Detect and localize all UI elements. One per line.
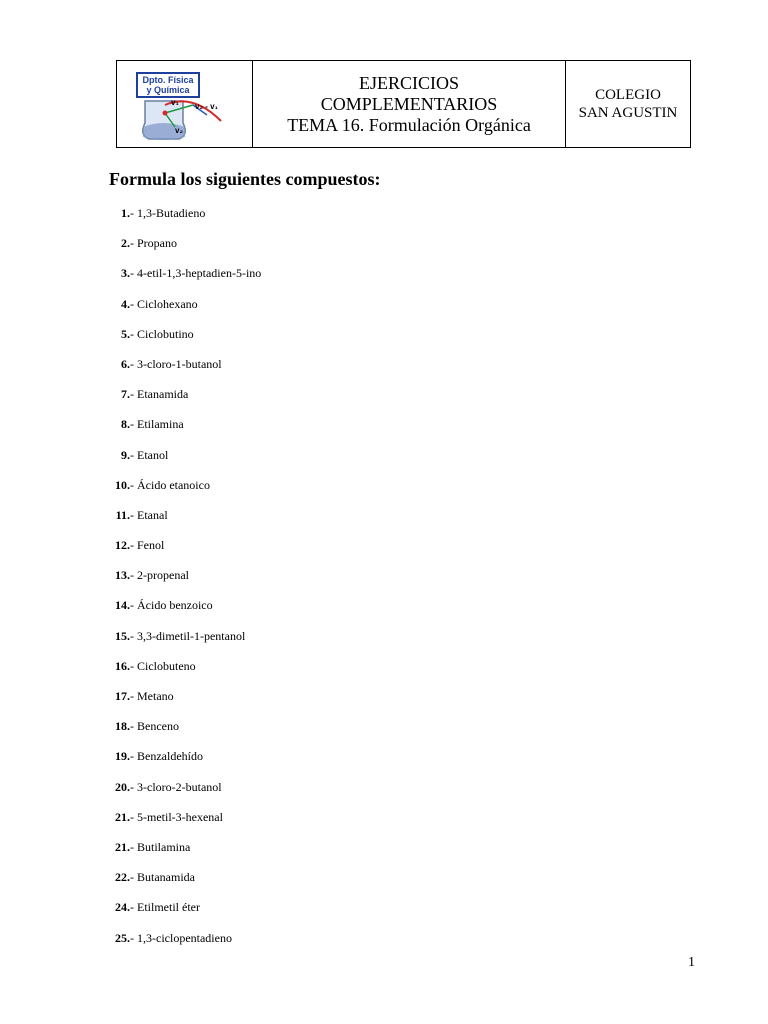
list-item — [108, 205, 261, 235]
item-text: - 3,3-dimetil-1-pentanol — [130, 628, 246, 643]
item-text: - Metano — [130, 689, 174, 703]
item-number: 24. — [115, 900, 130, 915]
item-text: - Ciclobutino — [130, 326, 194, 341]
logo-v2: v₂ — [175, 126, 184, 135]
list-item — [108, 628, 261, 658]
title-line-1: EJERCICIOS — [358, 72, 459, 93]
list-item — [108, 416, 261, 446]
item-number: 12. — [115, 538, 130, 553]
item-number: 1. — [121, 206, 130, 220]
item-number: 7. — [121, 387, 130, 402]
list-item — [108, 477, 261, 507]
item-number: 15. — [115, 628, 130, 643]
list-item — [108, 235, 261, 265]
item-text: - Etilamina — [130, 417, 184, 432]
item-text: - Etanol — [130, 447, 169, 462]
list-item — [108, 779, 261, 809]
list-item — [108, 658, 261, 688]
item-number: 2. — [121, 236, 130, 251]
item-text: - Ciclohexano — [130, 296, 198, 311]
item-number: 14. — [115, 598, 130, 613]
item-number: 9. — [121, 447, 130, 462]
item-text: - Etanal — [130, 507, 168, 522]
section-heading: Formula los siguientes compuestos: — [109, 169, 381, 189]
list-item — [108, 326, 261, 356]
logo-cell — [117, 61, 253, 147]
item-number: 16. — [115, 658, 130, 673]
item-text: - Etanamida — [130, 387, 189, 402]
item-text: - Propano — [130, 236, 177, 251]
list-item — [108, 447, 261, 477]
item-text: - Fenol — [130, 538, 165, 553]
item-text: - Ácido etanoico — [130, 477, 210, 492]
item-text: - 5-metil-3-hexenal — [130, 809, 223, 824]
item-text: - Ácido benzoico — [130, 598, 213, 613]
item-number: 18. — [115, 719, 130, 734]
list-item — [108, 567, 261, 597]
compound-list — [108, 205, 261, 960]
item-text: - Benzaldehído — [130, 749, 203, 764]
item-number: 21. — [115, 839, 130, 854]
list-item — [108, 718, 261, 748]
title-line-3: TEMA 16. Formulación Orgánica — [287, 114, 531, 135]
item-text: - 4-etil-1,3-heptadien-5-ino — [130, 266, 262, 281]
title-line-2: COMPLEMENTARIOS — [320, 93, 498, 114]
list-item — [108, 809, 261, 839]
item-number: 4. — [121, 296, 130, 311]
school-line-2: SAN AGUSTIN — [578, 105, 678, 121]
item-number: 5. — [121, 326, 130, 341]
list-item — [108, 748, 261, 778]
item-number: 10. — [115, 477, 130, 492]
item-number: 13. — [115, 568, 130, 583]
list-item — [108, 356, 261, 386]
item-number: 11. — [115, 507, 130, 522]
item-text: - 1,3-Butadieno — [130, 206, 206, 220]
item-text: - Butanamida — [130, 870, 195, 885]
item-text: - 3-cloro-1-butanol — [130, 356, 222, 371]
item-number: 21. — [115, 809, 130, 824]
item-text: - Ciclobuteno — [130, 658, 196, 673]
item-text: - Butilamina — [130, 839, 191, 854]
list-item — [108, 839, 261, 869]
logo-v2-v1: v₂ - v₁ — [195, 102, 218, 111]
header-table — [116, 60, 691, 148]
list-item — [108, 899, 261, 929]
list-item — [108, 386, 261, 416]
school-line-1: COLEGIO — [595, 87, 661, 103]
item-number: 25. — [115, 930, 130, 945]
item-text: - 2-propenal — [130, 568, 189, 583]
list-item — [108, 537, 261, 567]
item-text: - 1,3-ciclopentadieno — [130, 930, 232, 945]
item-number: 17. — [115, 689, 130, 703]
logo-line2: y Química — [146, 85, 190, 95]
page-number: 1 — [688, 955, 695, 970]
item-number: 3. — [121, 266, 130, 281]
item-text: - 3-cloro-2-butanol — [130, 779, 222, 794]
item-number: 8. — [121, 417, 130, 432]
department-logo — [135, 71, 235, 143]
logo-line1: Dpto. Física — [142, 75, 194, 85]
list-item — [108, 265, 261, 295]
school-cell — [566, 61, 690, 147]
list-item — [108, 507, 261, 537]
title-cell — [253, 61, 566, 147]
item-number: 19. — [115, 749, 130, 764]
list-item — [108, 296, 261, 326]
item-number: 6. — [121, 356, 130, 371]
item-text: - Benceno — [130, 719, 179, 734]
item-number: 22. — [115, 870, 130, 885]
logo-v1: v₁ — [171, 98, 179, 107]
item-number: 20. — [115, 779, 130, 794]
list-item — [108, 930, 261, 960]
list-item — [108, 869, 261, 899]
list-item — [108, 688, 261, 718]
item-text: - Etilmetil éter — [130, 900, 200, 915]
list-item — [108, 597, 261, 627]
